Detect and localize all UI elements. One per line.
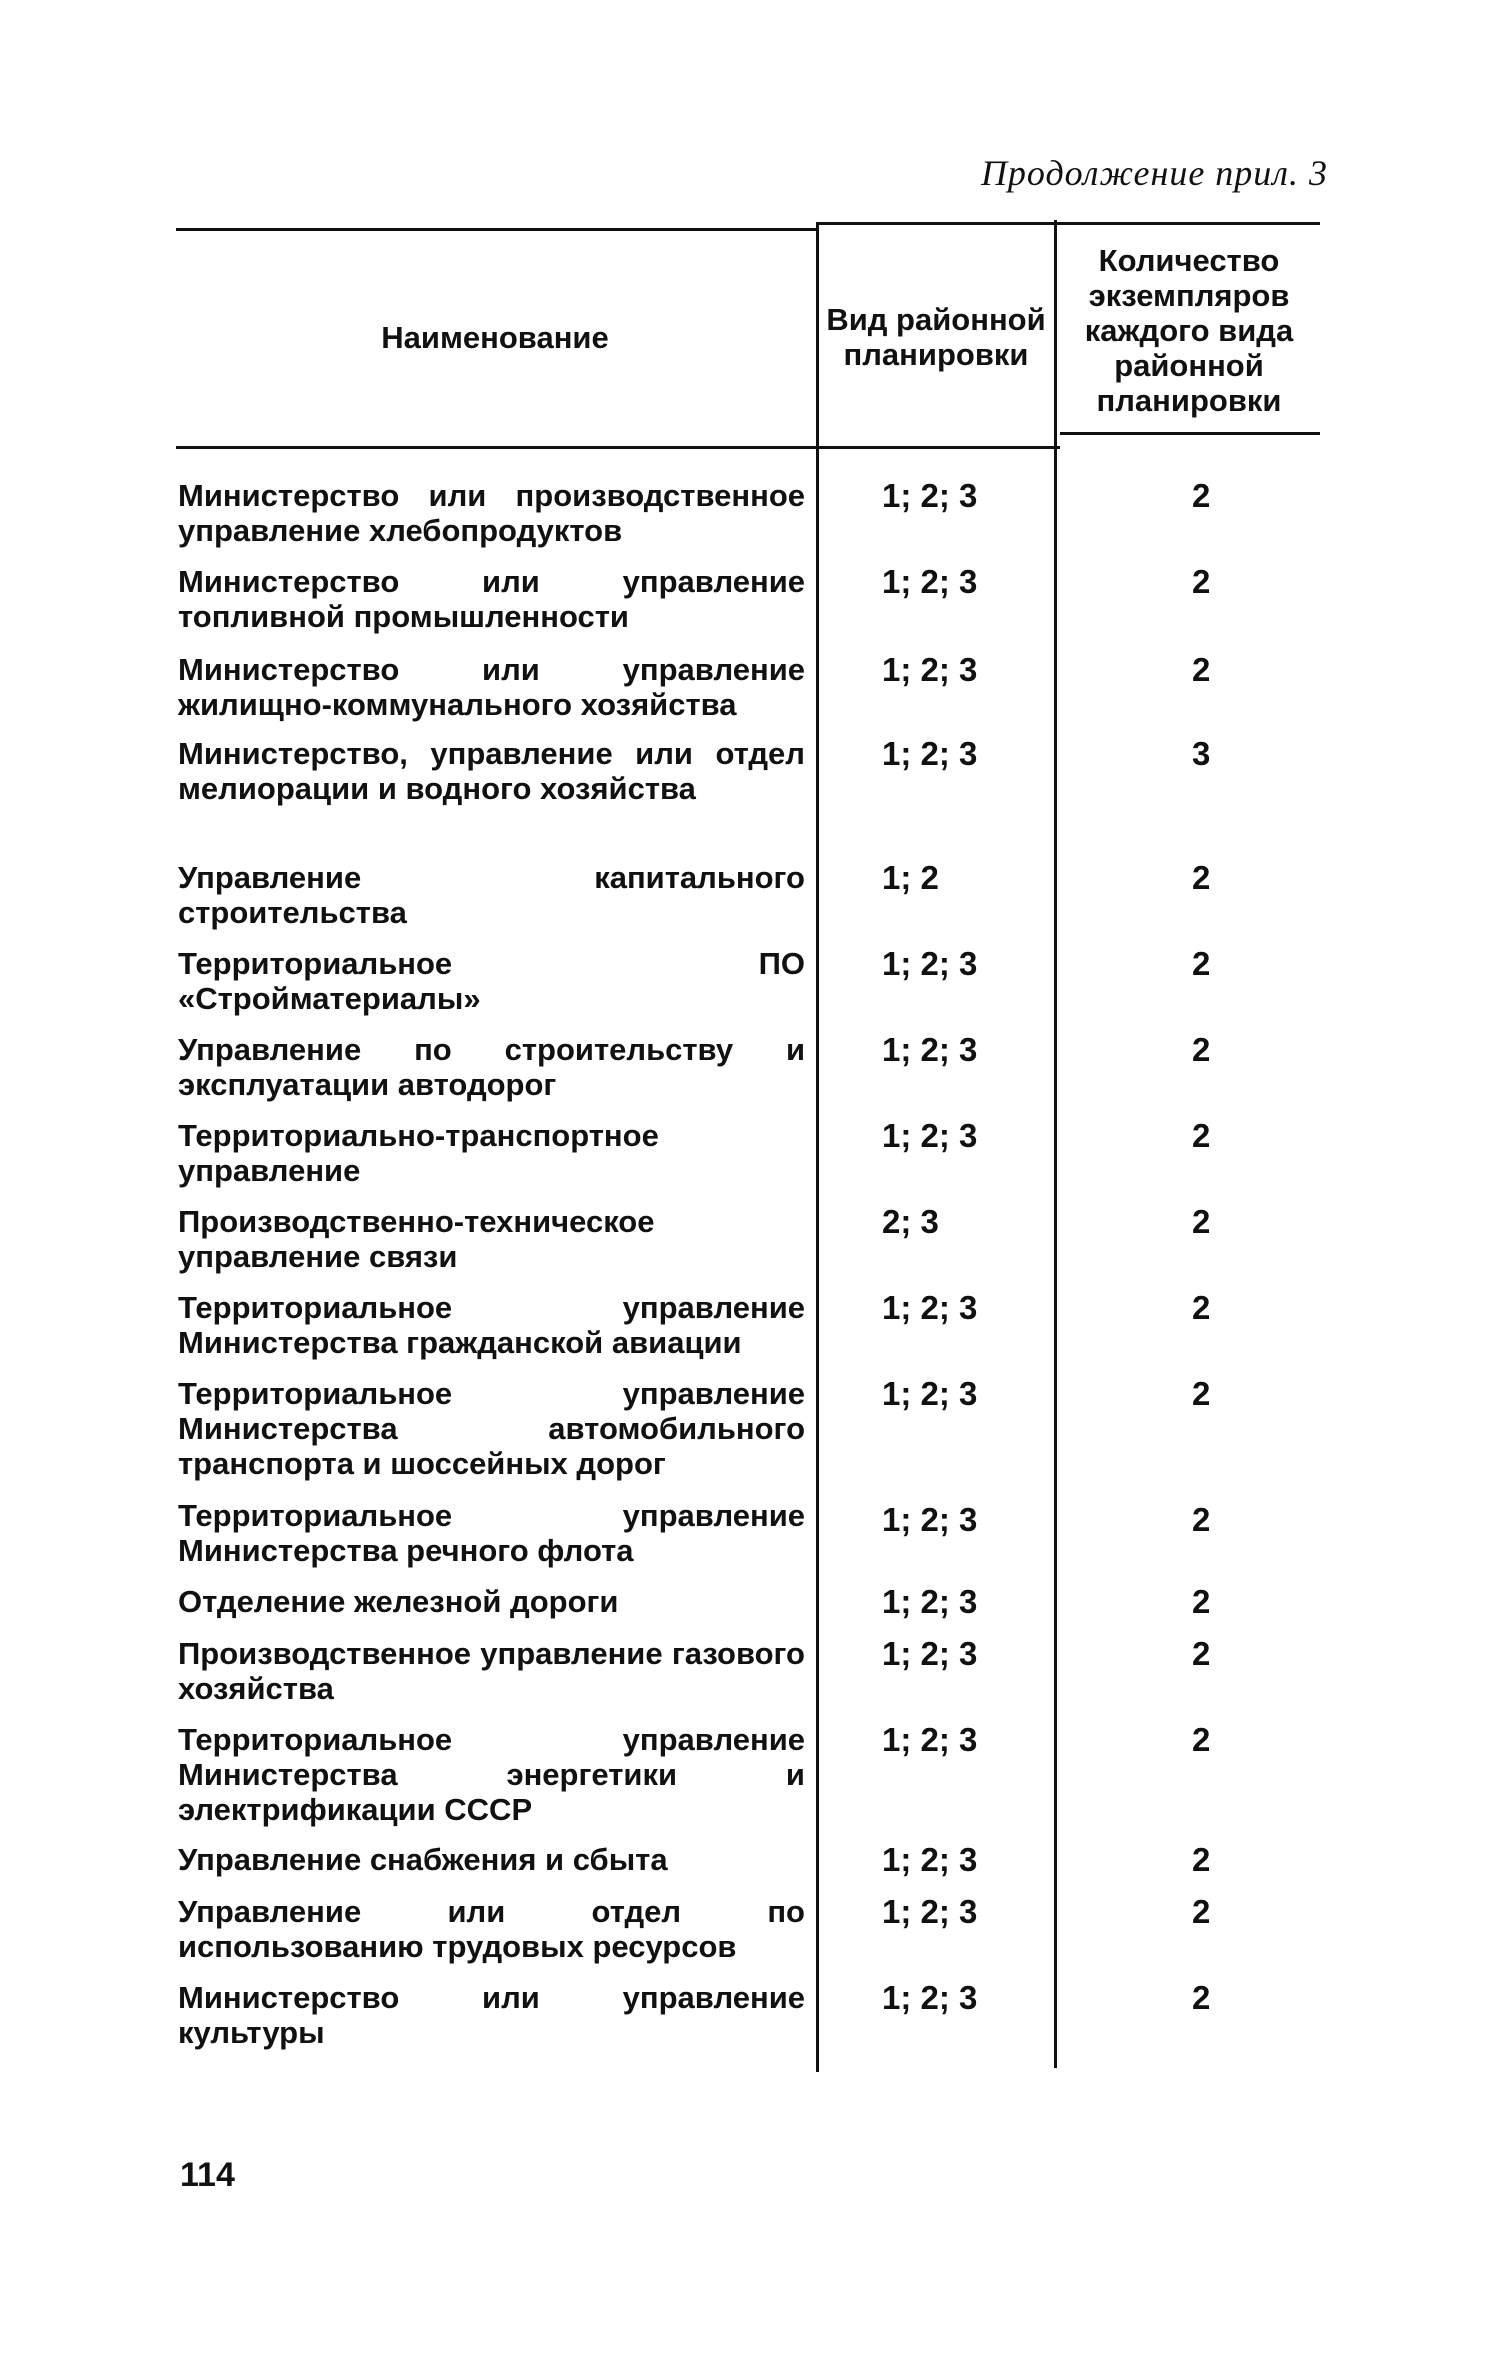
row-name: Территориальное управление Министерства речного флота [178,1498,805,1568]
row-name: Министерство или управление жилищно-коммунального хозяйства [178,652,805,722]
row-count: 2 [1192,1203,1211,1240]
row-count: 2 [1192,563,1211,600]
row-name: Министерство или управление культуры [178,1980,805,2050]
header-rule-right [1060,432,1320,435]
row-name: Территориально-транспортное управление [178,1118,659,1188]
row-name: Производственно-техническое управление связи [178,1204,655,1274]
row-kind: 1; 2; 3 [882,1031,978,1068]
row-name: Территориальное ПО «Стройматериалы» [178,946,805,1016]
row-kind: 1; 2; 3 [882,1375,978,1412]
continuation-note: Продолжение прил. 3 [980,153,1328,193]
column-header-kind: Вид районной планировки [826,302,1046,372]
row-name: Производственное управление газового хозяйства [178,1636,805,1706]
column-header-name: Наименование [381,319,609,355]
row-name: Территориальное управление Министерства автомобильного транспорта и шоссейных дорог [178,1376,805,1481]
row-kind: 1; 2 [882,859,939,896]
row-kind: 1; 2; 3 [882,1893,978,1930]
row-kind: 1; 2; 3 [882,651,978,688]
row-name: Территориальное управление Министерства энергетики и электрификации СССР [178,1722,805,1827]
row-count: 2 [1192,1583,1211,1620]
row-count: 2 [1192,1635,1211,1672]
row-kind: 1; 2; 3 [882,1979,978,2016]
row-count: 2 [1192,1979,1211,2016]
row-kind: 2; 3 [882,1203,939,1240]
row-kind: 1; 2; 3 [882,1117,978,1154]
row-count: 2 [1192,1289,1211,1326]
row-name: Министерство или производственное управление хлебопродуктов [178,478,805,548]
row-count: 2 [1192,945,1211,982]
row-name: Управление снабжения и сбыта [178,1842,668,1877]
row-count: 2 [1192,1375,1211,1412]
column-divider-2 [1054,220,1057,2068]
row-name: Управление капитального строительства [178,860,805,930]
row-kind: 1; 2; 3 [882,1289,978,1326]
row-kind: 1; 2; 3 [882,1721,978,1758]
row-count: 2 [1192,1893,1211,1930]
column-header-count: Количество экземпляров каждого вида районной планировки [1084,242,1294,418]
row-kind: 1; 2; 3 [882,477,978,514]
row-count: 2 [1192,859,1211,896]
row-kind: 1; 2; 3 [882,735,978,772]
row-name: Министерство, управление или отдел мелиорации и водного хозяйства [178,736,805,806]
column-divider-1 [816,224,819,2072]
row-name: Управление по строительству и эксплуатации автодорог [178,1032,805,1102]
row-count: 2 [1192,651,1211,688]
row-count: 2 [1192,1117,1211,1154]
row-kind: 1; 2; 3 [882,1841,978,1878]
row-kind: 1; 2; 3 [882,1635,978,1672]
row-name: Отделение железной дороги [178,1584,619,1619]
row-count: 2 [1192,1721,1211,1758]
row-kind: 1; 2; 3 [882,1583,978,1620]
row-kind: 1; 2; 3 [882,945,978,982]
row-count: 2 [1192,477,1211,514]
header-rule-left [176,446,1060,449]
page-number: 114 [180,2156,235,2194]
row-kind: 1; 2; 3 [882,1501,978,1538]
row-kind: 1; 2; 3 [882,563,978,600]
row-count: 2 [1192,1031,1211,1068]
row-name: Министерство или управление топливной промышленности [178,564,805,634]
row-count: 2 [1192,1841,1211,1878]
top-rule-right [816,222,1320,225]
row-count: 2 [1192,1501,1211,1538]
row-name: Территориальное управление Министерства гражданской авиации [178,1290,805,1360]
row-count: 3 [1192,735,1211,772]
row-name: Управление или отдел по использованию трудовых ресурсов [178,1894,805,1964]
